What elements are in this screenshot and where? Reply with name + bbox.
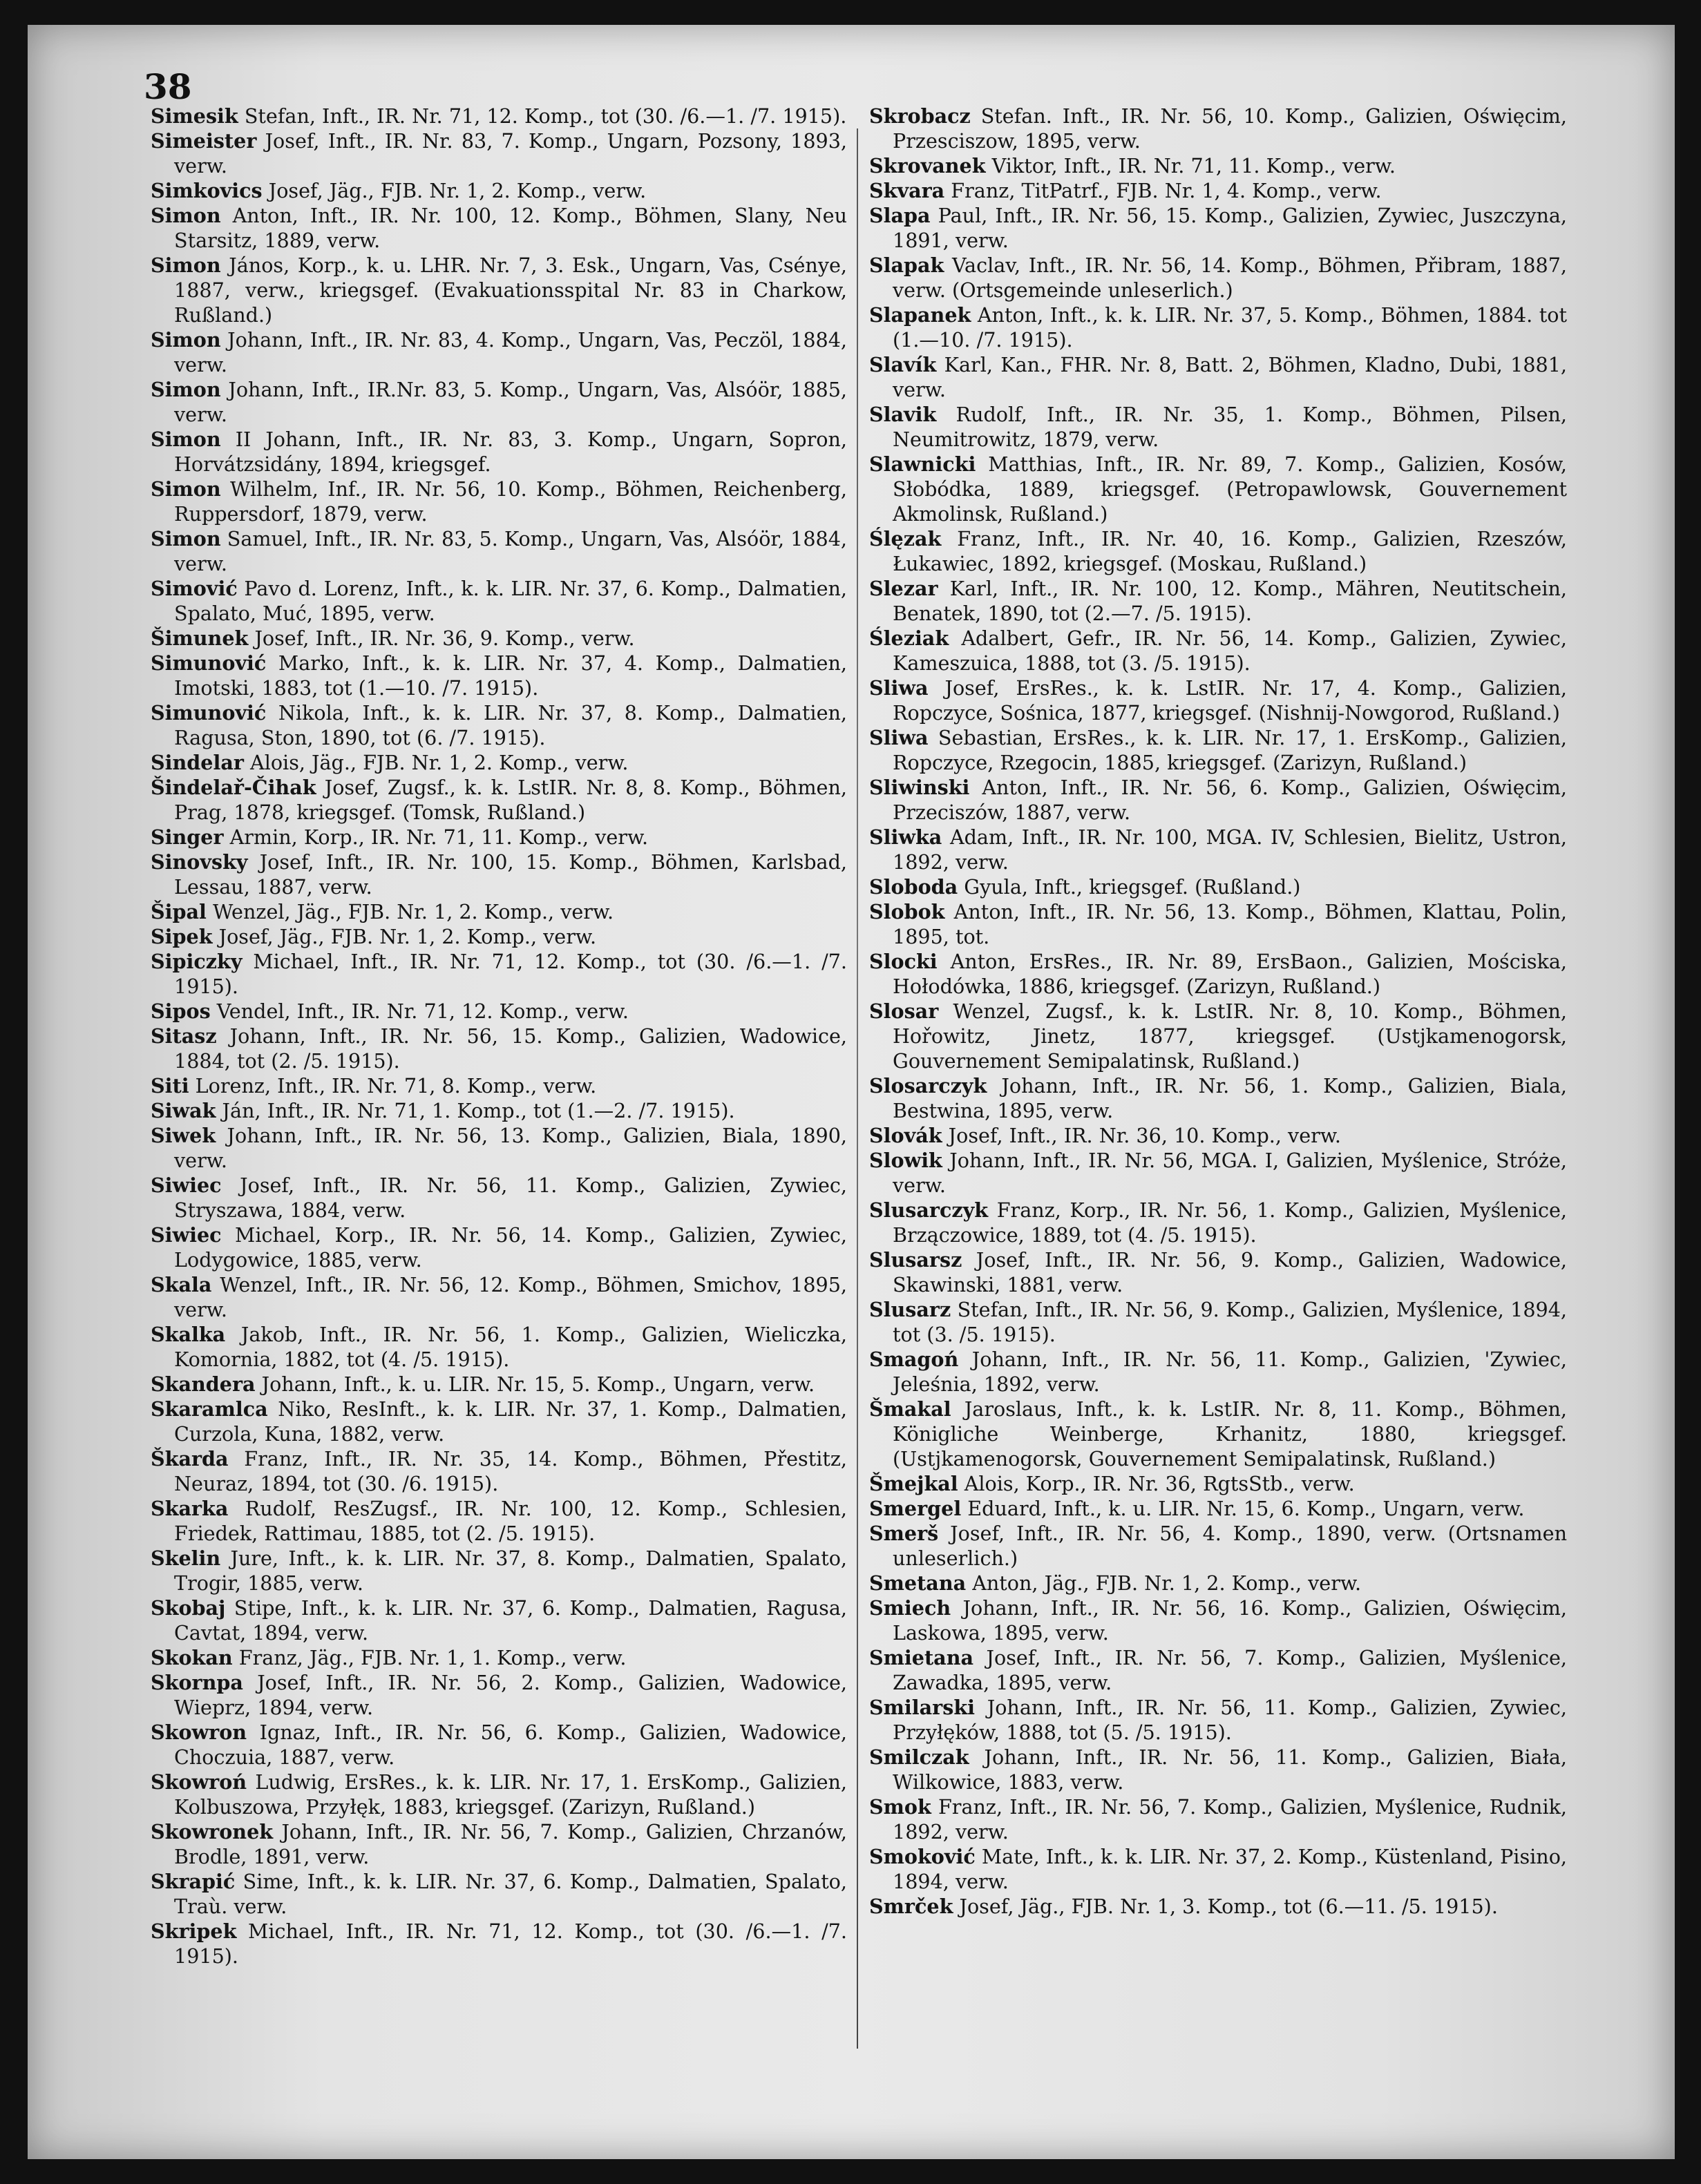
entry-details: Josef, Jäg., FJB. Nr. 1, 2. Komp., verw. [212,925,597,948]
entry-details: Franz, Inft., IR. Nr. 40, 16. Komp., Galizien, Rzeszów, Łukawiec, 1892, kriegsgef. (Moskau, Rußland.) [893,527,1567,575]
entry-surname: Siwak [151,1099,216,1122]
entry-details: Paul, Inft., IR. Nr. 56, 15. Komp., Galizien, Zywiec, Juszczyna, 1891, verw. [893,204,1567,252]
entry-details: Nikola, Inft., k. k. LIR. Nr. 37, 8. Komp., Dalmatien, Ragusa, Ston, 1890, tot (6. /7. 1915). [174,701,847,749]
casualty-entry [869,1645,1567,1695]
entry-surname: Šmakal [869,1397,951,1421]
entry-surname: Šindelař-Čihak [151,776,316,799]
entry-details: Jaroslaus, Inft., k. k. LstIR. Nr. 8, 11. Komp., Böhmen, Königliche Weinberge, Krhanitz, 1880, kriegsgef. (Ustjkamenogorsk, Gouvernement Semipalatinsk, Rußland.) [893,1397,1567,1471]
entry-surname: Skobaj [151,1596,226,1620]
casualty-entry [869,1148,1567,1198]
casualty-entry [869,526,1567,576]
entry-surname: Slapak [869,253,944,277]
casualty-entry [151,1272,847,1322]
casualty-entry [869,1123,1567,1148]
entry-details: Josef, Inft., IR. Nr. 56, 4. Komp., 1890, verw. (Ortsnamen unleserlich.) [893,1522,1567,1570]
casualty-entry [151,1645,847,1670]
entry-surname: Skelin [151,1546,221,1570]
entry-surname: Slowik [869,1149,942,1172]
entry-details: Anton, Inft., IR. Nr. 100, 12. Komp., Böhmen, Slany, Neu Starsitz, 1889, verw. [174,204,847,252]
casualty-entry [151,427,847,477]
entry-surname: Simon [151,253,221,277]
entry-details: Wenzel, Jäg., FJB. Nr. 1, 2. Komp., verw. [206,900,614,923]
entry-surname: Simunović [151,651,267,675]
entry-surname: Simeister [151,129,257,153]
casualty-entry [869,1397,1567,1471]
entry-details: Rudolf, ResZugsf., IR. Nr. 100, 12. Komp., Schlesien, Friedek, Rattimau, 1885, tot (2. /5. 1915). [174,1497,847,1545]
entry-details: Jure, Inft., k. k. LIR. Nr. 37, 8. Komp., Dalmatien, Spalato, Trogir, 1885, verw. [174,1546,847,1595]
casualty-entry [869,178,1567,203]
entry-details: Alois, Jäg., FJB. Nr. 1, 2. Komp., verw. [243,751,629,774]
entry-surname: Slavik [869,403,937,426]
casualty-entry [151,203,847,253]
entry-surname: Simkovics [151,179,263,202]
entry-details: Wenzel, Inft., IR. Nr. 56, 12. Komp., Böhmen, Smichov, 1895, verw. [174,1273,847,1321]
entry-details: Rudolf, Inft., IR. Nr. 35, 1. Komp., Böhmen, Pilsen, Neumitrowitz, 1879, verw. [893,403,1567,451]
entry-details: II Johann, Inft., IR. Nr. 83, 3. Komp., Ungarn, Sopron, Horvátzsidány, 1894, kriegsgef. [174,428,847,476]
entry-details: Johann, Inft., IR. Nr. 83, 4. Komp., Ungarn, Vas, Peczöl, 1884, verw. [174,328,847,376]
entry-surname: Skornpa [151,1671,243,1694]
entry-surname: Skarka [151,1497,229,1520]
entry-details: Josef, Inft., IR. Nr. 56, 11. Komp., Galizien, Zywiec, Stryszawa, 1884, verw. [174,1174,847,1222]
casualty-entry [869,1297,1567,1347]
entry-details: Adalbert, Gefr., IR. Nr. 56, 14. Komp., Galizien, Zywiec, Kameszuica, 1888, tot (3. /5. 1915). [893,626,1567,675]
casualty-entry [869,874,1567,899]
casualty-entry [869,1247,1567,1297]
casualty-entry [869,1347,1567,1397]
casualty-entry [151,377,847,427]
entry-details: Johann, Inft., IR. Nr. 56, 15. Komp., Galizien, Wadowice, 1884, tot (2. /5. 1915). [174,1024,847,1073]
entry-surname: Slavík [869,353,937,376]
entry-surname: Smoković [869,1845,976,1868]
entry-details: Pavo d. Lorenz, Inft., k. k. LIR. Nr. 37, 6. Komp., Dalmatien, Spalato, Muć, 1895, verw. [174,577,847,625]
casualty-entry [869,1571,1567,1596]
entry-details: János, Korp., k. u. LHR. Nr. 7, 3. Esk., Ungarn, Vas, Csénye, 1887, verw., kriegsgef. (Evakuationsspital Nr. 83 in Charkow, Rußland.) [174,253,847,327]
casualty-entry [869,626,1567,676]
casualty-entry [151,253,847,327]
column-divider [857,128,858,2049]
casualty-entry [151,1024,847,1073]
entry-details: Johann, Inft., IR. Nr. 56, 7. Komp., Galizien, Chrzanów, Brodle, 1891, verw. [174,1820,847,1868]
entry-details: Wenzel, Zugsf., k. k. LstIR. Nr. 8, 10. Komp., Böhmen, Hořowitz, Jinetz, 1877, kriegsgef. (Ustjkamenogorsk, Gouvernement Semipalatinsk, Rußland.) [893,999,1567,1073]
entry-details: Josef, Inft., IR. Nr. 83, 7. Komp., Ungarn, Pozsony, 1893, verw. [174,129,847,178]
casualty-entry [151,651,847,700]
entry-details: Marko, Inft., k. k. LIR. Nr. 37, 4. Komp., Dalmatien, Imotski, 1883, tot (1.—10. /7. 1915). [174,651,847,700]
entry-surname: Skrobacz [869,104,971,128]
entry-surname: Simon [151,527,221,550]
entry-details: Gyula, Inft., kriegsgef. (Rußland.) [958,875,1301,899]
entry-details: Lorenz, Inft., IR. Nr. 71, 8. Komp., verw. [189,1074,597,1098]
casualty-entry [151,850,847,899]
entry-surname: Slapanek [869,303,971,327]
casualty-entry [151,1546,847,1596]
entry-details: Ján, Inft., IR. Nr. 71, 1. Komp., tot (1.—2. /7. 1915). [216,1099,735,1122]
entry-surname: Skrapić [151,1870,236,1893]
entry-details: Vaclav, Inft., IR. Nr. 56, 14. Komp., Böhmen, Přibram, 1887, verw. (Ortsgemeinde unleserlich.) [893,253,1567,302]
entry-surname: Skandera [151,1372,256,1396]
entry-details: Anton, ErsRes., IR. Nr. 89, ErsBaon., Galizien, Mościska, Hołodówka, 1886, kriegsgef. (Zarizyn, Rußland.) [893,950,1567,998]
entry-surname: Šimunek [151,626,249,650]
entry-surname: Slosar [869,999,939,1023]
entry-details: Anton, Inft., IR. Nr. 56, 13. Komp., Böhmen, Klattau, Polin, 1895, tot. [893,900,1567,948]
casualty-entry [869,402,1567,452]
entry-details: Armin, Korp., IR. Nr. 71, 11. Komp., verw. [223,825,649,849]
entry-details: Mate, Inft., k. k. LIR. Nr. 37, 2. Komp., Küstenland, Pisino, 1894, verw. [893,1845,1567,1893]
entry-surname: Siti [151,1074,189,1098]
entry-details: Samuel, Inft., IR. Nr. 83, 5. Komp., Ungarn, Vas, Alsóör, 1884, verw. [174,527,847,575]
entry-details: Franz, TitPatrf., FJB. Nr. 1, 4. Komp., verw. [944,179,1382,202]
casualty-entry [869,352,1567,402]
casualty-entry [869,676,1567,725]
entry-surname: Skowron [151,1721,247,1744]
casualty-entry [869,775,1567,825]
entry-surname: Sipos [151,999,211,1023]
entry-surname: Sindelar [151,751,244,774]
entry-surname: Skowroń [151,1770,247,1794]
casualty-entry [151,178,847,203]
entry-details: Alois, Korp., IR. Nr. 36, RgtsStb., verw. [958,1472,1355,1495]
entry-surname: Smilczak [869,1745,969,1769]
entry-details: Eduard, Inft., k. u. LIR. Nr. 15, 6. Komp., Ungarn, verw. [961,1497,1525,1520]
entry-surname: Smrček [869,1895,953,1918]
casualty-entry [151,949,847,999]
entry-surname: Simon [151,378,221,401]
entry-details: Franz, Inft., IR. Nr. 35, 14. Komp., Böhmen, Přestitz, Neuraz, 1894, tot (30. /6. 1915). [174,1447,847,1495]
casualty-entry [869,303,1567,352]
entry-surname: Sitasz [151,1024,217,1048]
casualty-entry [869,725,1567,775]
entry-details: Josef, Inft., IR. Nr. 100, 15. Komp., Böhmen, Karlsbad, Lessau, 1887, verw. [174,850,847,899]
entry-surname: Sliwka [869,825,942,849]
casualty-entry [151,1869,847,1919]
entry-surname: Slusarczyk [869,1198,989,1222]
entry-details: Karl, Kan., FHR. Nr. 8, Batt. 2, Böhmen, Kladno, Dubi, 1881, verw. [893,353,1567,401]
entry-surname: Smerš [869,1522,939,1545]
entry-surname: Slawnicki [869,452,976,476]
entry-surname: Skowronek [151,1820,274,1843]
entry-surname: Siwiec [151,1174,222,1197]
casualty-entry [151,128,847,178]
casualty-entry [151,899,847,924]
entry-details: Johann, Inft., IR. Nr. 56, 16. Komp., Galizien, Oświęcim, Laskowa, 1895, verw. [893,1596,1567,1645]
page-number: 38 [144,66,192,107]
entry-surname: Smilarski [869,1696,975,1719]
casualty-entry [151,1670,847,1720]
entry-details: Wilhelm, Inf., IR. Nr. 56, 10. Komp., Böhmen, Reichenberg, Ruppersdorf, 1879, verw. [174,477,847,526]
entry-details: Michael, Inft., IR. Nr. 71, 12. Komp., tot (30. /6.—1. /7. 1915). [174,950,847,998]
casualty-entry [151,1223,847,1272]
document-page [28,25,1675,2159]
entry-details: Ignaz, Inft., IR. Nr. 56, 6. Komp., Galizien, Wadowice, Choczuia, 1887, verw. [174,1721,847,1769]
entry-surname: Sinovsky [151,850,248,874]
entry-details: Michael, Korp., IR. Nr. 56, 14. Komp., Galizien, Zywiec, Lodygowice, 1885, verw. [174,1223,847,1272]
casualty-entry [151,1322,847,1372]
entry-surname: Simović [151,577,238,600]
entry-details: Viktor, Inft., IR. Nr. 71, 11. Komp., verw. [985,154,1396,178]
casualty-entry [151,924,847,949]
casualty-entry [151,1770,847,1819]
casualty-entry [151,477,847,526]
left-column [151,104,847,1969]
entry-details: Franz, Inft., IR. Nr. 56, 7. Komp., Galizien, Myślenice, Rudnik, 1892, verw. [893,1795,1567,1843]
entry-details: Johann, Inft., IR. Nr. 56, 11. Komp., Galizien, 'Zywiec, Jeleśnia, 1892, verw. [893,1348,1567,1396]
casualty-entry [869,203,1567,253]
entry-details: Josef, ErsRes., k. k. LstIR. Nr. 17, 4. Komp., Galizien, Ropczyce, Sośnica, 1877, kriegsgef. (Nishnij-Nowgorod, Rußland.) [893,676,1567,725]
entry-details: Johann, Inft., IR. Nr. 56, 1. Komp., Galizien, Biala, Bestwina, 1895, verw. [893,1074,1567,1122]
entry-surname: Slezar [869,577,938,600]
entry-details: Ludwig, ErsRes., k. k. LIR. Nr. 17, 1. ErsKomp., Galizien, Kolbuszowa, Przyłęk, 1883, kriegsgef. (Zarizyn, Rußland.) [174,1770,847,1819]
entry-surname: Siwiec [151,1223,222,1247]
entry-details: Adam, Inft., IR. Nr. 100, MGA. IV, Schlesien, Bielitz, Ustron, 1892, verw. [893,825,1567,874]
casualty-entry [869,576,1567,626]
entry-surname: Skripek [151,1919,237,1943]
entry-surname: Smagoń [869,1348,959,1371]
entry-surname: Smiech [869,1596,951,1620]
entry-details: Johann, Inft., IR. Nr. 56, 13. Komp., Galizien, Biala, 1890, verw. [174,1124,847,1172]
casualty-entry [869,1894,1567,1919]
entry-surname: Simesik [151,104,238,128]
entry-surname: Škarda [151,1447,229,1471]
entry-details: Stefan, Inft., IR. Nr. 71, 12. Komp., tot (30. /6.—1. /7. 1915). [238,104,847,128]
entry-surname: Slosarczyk [869,1074,987,1098]
entry-surname: Slapa [869,204,931,227]
entry-details: Johann, Inft., IR. Nr. 56, 11. Komp., Galizien, Zywiec, Przyłęków, 1888, tot (5. /5. 1915). [893,1696,1567,1744]
casualty-entry [869,899,1567,949]
casualty-entry [151,1397,847,1446]
entry-surname: Skokan [151,1646,233,1669]
entry-details: Vendel, Inft., IR. Nr. 71, 12. Komp., verw. [210,999,629,1023]
casualty-entry [151,1123,847,1173]
casualty-entry [869,1471,1567,1496]
casualty-entry [869,104,1567,153]
entry-surname: Skvara [869,179,945,202]
entry-surname: Slobok [869,900,945,923]
entry-details: Josef, Jäg., FJB. Nr. 1, 2. Komp., verw. [262,179,647,202]
entry-surname: Ślęzak [869,527,942,550]
entry-surname: Śleziak [869,626,949,650]
entry-details: Johann, Inft., IR.Nr. 83, 5. Komp., Ungarn, Vas, Alsóör, 1885, verw. [174,378,847,426]
entry-details: Johann, Inft., IR. Nr. 56, 11. Komp., Galizien, Biała, Wilkowice, 1883, verw. [893,1745,1567,1794]
casualty-entry [151,1596,847,1645]
casualty-entry [869,999,1567,1073]
entry-surname: Simon [151,328,221,352]
entry-details: Josef, Inft., IR. Nr. 56, 9. Komp., Galizien, Wadowice, Skawinski, 1881, verw. [893,1248,1567,1296]
entry-surname: Smok [869,1795,931,1819]
casualty-entry [151,1819,847,1869]
entry-surname: Slovák [869,1124,942,1147]
entry-details: Matthias, Inft., IR. Nr. 89, 7. Komp., Galizien, Kosów, Słobódka, 1889, kriegsgef. (Petropawlowsk, Gouvernement Akmolinsk, Rußland.) [893,452,1567,526]
casualty-entry [869,1073,1567,1123]
casualty-entry [151,750,847,775]
entry-details: Jakob, Inft., IR. Nr. 56, 1. Komp., Galizien, Wieliczka, Komornia, 1882, tot (4. /5. 1915). [174,1323,847,1371]
entry-surname: Siwek [151,1124,216,1147]
entry-details: Johann, Inft., IR. Nr. 56, MGA. I, Galizien, Myślenice, Stróże, verw. [893,1149,1567,1197]
entry-surname: Skaramlca [151,1397,268,1421]
entry-surname: Šmejkal [869,1472,958,1495]
casualty-entry [151,700,847,750]
casualty-entry [869,825,1567,874]
casualty-entry [151,999,847,1024]
casualty-entry [869,1794,1567,1844]
entry-surname: Sipiczky [151,950,243,973]
entry-details: Anton, Jäg., FJB. Nr. 1, 2. Komp., verw. [966,1571,1362,1595]
casualty-entry [151,1372,847,1397]
entry-details: Stipe, Inft., k. k. LIR. Nr. 37, 6. Komp., Dalmatien, Ragusa, Cavtat, 1894, verw. [174,1596,847,1645]
casualty-entry [151,1173,847,1223]
casualty-entry [869,452,1567,526]
entry-surname: Slusarz [869,1298,951,1321]
entry-details: Sebastian, ErsRes., k. k. LIR. Nr. 17, 1. ErsKomp., Galizien, Ropczyce, Rzegocin, 1885, kriegsgef. (Zarizyn, Rußland.) [893,726,1567,774]
right-column [869,104,1567,1919]
casualty-entry [869,1198,1567,1247]
casualty-entry [869,1521,1567,1571]
casualty-entry [869,1844,1567,1894]
casualty-entry [151,526,847,576]
entry-surname: Simon [151,477,221,501]
entry-surname: Simon [151,204,221,227]
entry-surname: Sliwinski [869,776,970,799]
entry-details: Josef, Jäg., FJB. Nr. 1, 3. Komp., tot (6.—11. /5. 1915). [953,1895,1498,1918]
entry-surname: Šipal [151,900,207,923]
entry-surname: Simunović [151,701,267,725]
entry-details: Karl, Inft., IR. Nr. 100, 12. Komp., Mähren, Neutitschein, Benatek, 1890, tot (2.—7. /5. 1915). [893,577,1567,625]
casualty-entry [151,1073,847,1098]
casualty-entry [869,1695,1567,1745]
casualty-entry [151,327,847,377]
entry-surname: Skrovanek [869,154,986,178]
casualty-entry [151,104,847,128]
casualty-entry [151,1098,847,1123]
entry-details: Anton, Inft., k. k. LIR. Nr. 37, 5. Komp., Böhmen, 1884. tot (1.—10. /7. 1915). [893,303,1567,352]
entry-details: Anton, Inft., IR. Nr. 56, 6. Komp., Galizien, Oświęcim, Przeciszów, 1887, verw. [893,776,1567,824]
entry-details: Josef, Zugsf., k. k. LstIR. Nr. 8, 8. Komp., Böhmen, Prag, 1878, kriegsgef. (Tomsk, Rußland.) [174,776,847,824]
entry-surname: Skala [151,1273,212,1296]
entry-details: Johann, Inft., k. u. LIR. Nr. 15, 5. Komp., Ungarn, verw. [255,1372,815,1396]
entry-details: Stefan, Inft., IR. Nr. 56, 9. Komp., Galizien, Myślenice, 1894, tot (3. /5. 1915). [893,1298,1567,1346]
casualty-entry [869,253,1567,303]
entry-details: Stefan. Inft., IR. Nr. 56, 10. Komp., Galizien, Oświęcim, Przesciszow, 1895, verw. [893,104,1567,153]
entry-details: Josef, Inft., IR. Nr. 36, 9. Komp., verw. [248,626,635,650]
casualty-entry [151,626,847,651]
casualty-entry [151,1496,847,1546]
casualty-entry [151,1919,847,1969]
casualty-entry [869,1496,1567,1521]
casualty-entry [869,949,1567,999]
casualty-entry [151,1446,847,1496]
casualty-entry [869,153,1567,178]
entry-details: Sime, Inft., k. k. LIR. Nr. 37, 6. Komp., Dalmatien, Spalato, Traù. verw. [174,1870,847,1918]
entry-details: Franz, Korp., IR. Nr. 56, 1. Komp., Galizien, Myślenice, Brzączowice, 1889, tot (4. /5. 1915). [893,1198,1567,1247]
casualty-entry [151,775,847,825]
casualty-entry [151,1720,847,1770]
entry-surname: Sipek [151,925,213,948]
entry-surname: Sliwa [869,726,929,749]
entry-details: Michael, Inft., IR. Nr. 71, 12. Komp., tot (30. /6.—1. /7. 1915). [174,1919,847,1968]
entry-surname: Smetana [869,1571,967,1595]
casualty-entry [151,825,847,850]
entry-surname: Simon [151,428,221,451]
entry-details: Franz, Jäg., FJB. Nr. 1, 1. Komp., verw. [232,1646,627,1669]
entry-surname: Smergel [869,1497,962,1520]
entry-surname: Smietana [869,1646,974,1669]
casualty-entry [869,1596,1567,1645]
entry-details: Josef, Inft., IR. Nr. 56, 7. Komp., Galizien, Myślenice, Zawadka, 1895, verw. [893,1646,1567,1694]
entry-surname: Singer [151,825,224,849]
entry-details: Josef, Inft., IR. Nr. 36, 10. Komp., verw. [942,1124,1341,1147]
entry-surname: Slocki [869,950,938,973]
casualty-entry [869,1745,1567,1794]
entry-surname: Sloboda [869,875,958,899]
entry-details: Josef, Inft., IR. Nr. 56, 2. Komp., Galizien, Wadowice, Wieprz, 1894, verw. [174,1671,847,1719]
entry-surname: Sliwa [869,676,929,700]
entry-details: Niko, ResInft., k. k. LIR. Nr. 37, 1. Komp., Dalmatien, Curzola, Kuna, 1882, verw. [174,1397,847,1446]
entry-surname: Slusarsz [869,1248,962,1272]
casualty-entry [151,576,847,626]
entry-surname: Skalka [151,1323,226,1346]
